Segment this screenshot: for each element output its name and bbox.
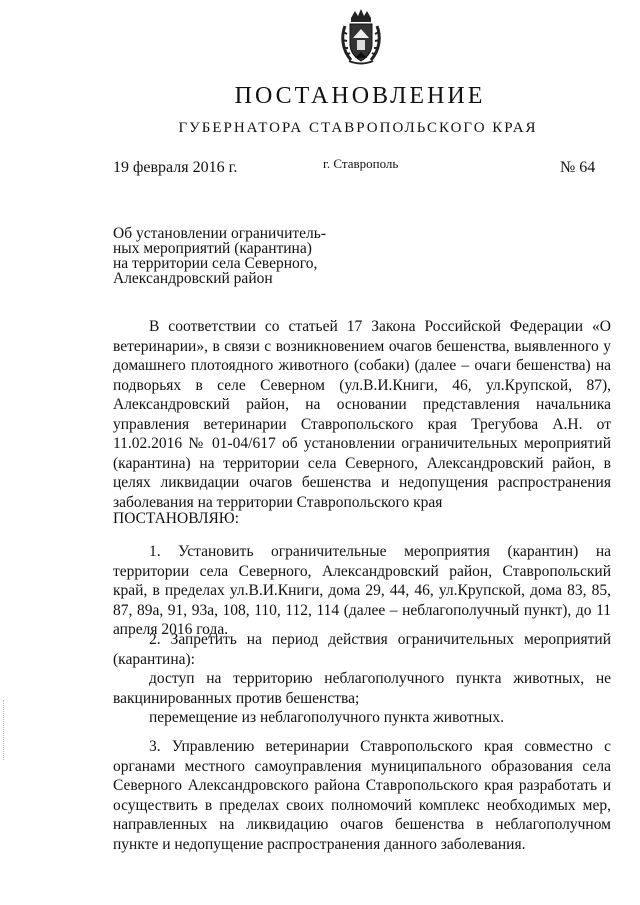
coat-of-arms-icon xyxy=(339,8,383,66)
decree-subject xyxy=(113,226,383,286)
decree-word: ПОСТАНОВЛЯЮ: xyxy=(113,510,240,527)
item-2-block xyxy=(113,630,611,728)
item-3-block xyxy=(113,737,611,854)
preamble-paragraph: В соответствии со статьей 17 Закона Российской Федерации «О ветеринарии», в связи с возникновением очагов бешенства, выявленного у домашнего плотоядного животного (собаки) (далее – очаги бешенства) на подворьях в селе Северном (ул.В.И.Книги, 46, ул.Крупской, 87), Александровский район, на основании представления начальника управления ветеринарии Ставропольского края Трегубова А.Н. от 11.02.2016 № 01-04/617 об установлении ограничительных мероприятий (карантина) на территории села Северного, Александровский район, в целях ликвидации очагов бешенства и недопущения распространения заболевания на территории Ставропольского края xyxy=(113,318,611,511)
subject-line: Александровский район xyxy=(113,270,273,287)
item-2-sub-2: перемещение из неблагополучного пункта животных. xyxy=(149,709,504,726)
scan-margin-marks xyxy=(3,700,6,760)
item-1-paragraph: 1. Установить ограничительные мероприятия (карантин) на территории села Северного, Александровский район, Ставропольский край, в пределах ул.В.И.Книги, дома 29, 44, 46, ул.Крупской, дома 83, 85, 87, 89а, 91, 93а, 108, 110, 112, 114 (далее – неблагополучный пункт), до 11 апреля 2016 года. xyxy=(113,543,611,638)
decree-number: № 64 xyxy=(560,159,596,176)
item-2-sub-1: доступ на территорию неблагополучного пункта животных, не вакцинированных против бешенства; xyxy=(113,670,611,707)
subject-line: Об установлении ограничитель- xyxy=(113,225,326,242)
item-3-paragraph: 3. Управлению ветеринарии Ставропольского края совместно с органами местного самоуправления муниципального образования села Северного Александровского района Ставропольского края разработать и осуществить в пределах своих полномочий комплекс необходимых мер, направленных на ликвидацию очагов бешенства в неблагополучном пункте и недопущение распространения данного заболевания. xyxy=(113,738,611,853)
preamble-block xyxy=(113,317,611,512)
item-1-block xyxy=(113,542,611,640)
subject-line: на территории села Северного, xyxy=(113,255,318,272)
decree-city: г. Ставрополь xyxy=(323,156,399,171)
document-title: ПОСТАНОВЛЕНИЕ xyxy=(234,83,486,109)
subject-line: ных мероприятий (карантина) xyxy=(113,240,312,257)
decree-date: 19 февраля 2016 г. xyxy=(113,159,238,176)
document-subtitle: ГУБЕРНАТОРА СТАВРОПОЛЬСКОГО КРАЯ xyxy=(178,120,538,136)
item-2-lead: 2. Запретить на период действия ограничительных мероприятий (карантина): xyxy=(113,631,611,668)
